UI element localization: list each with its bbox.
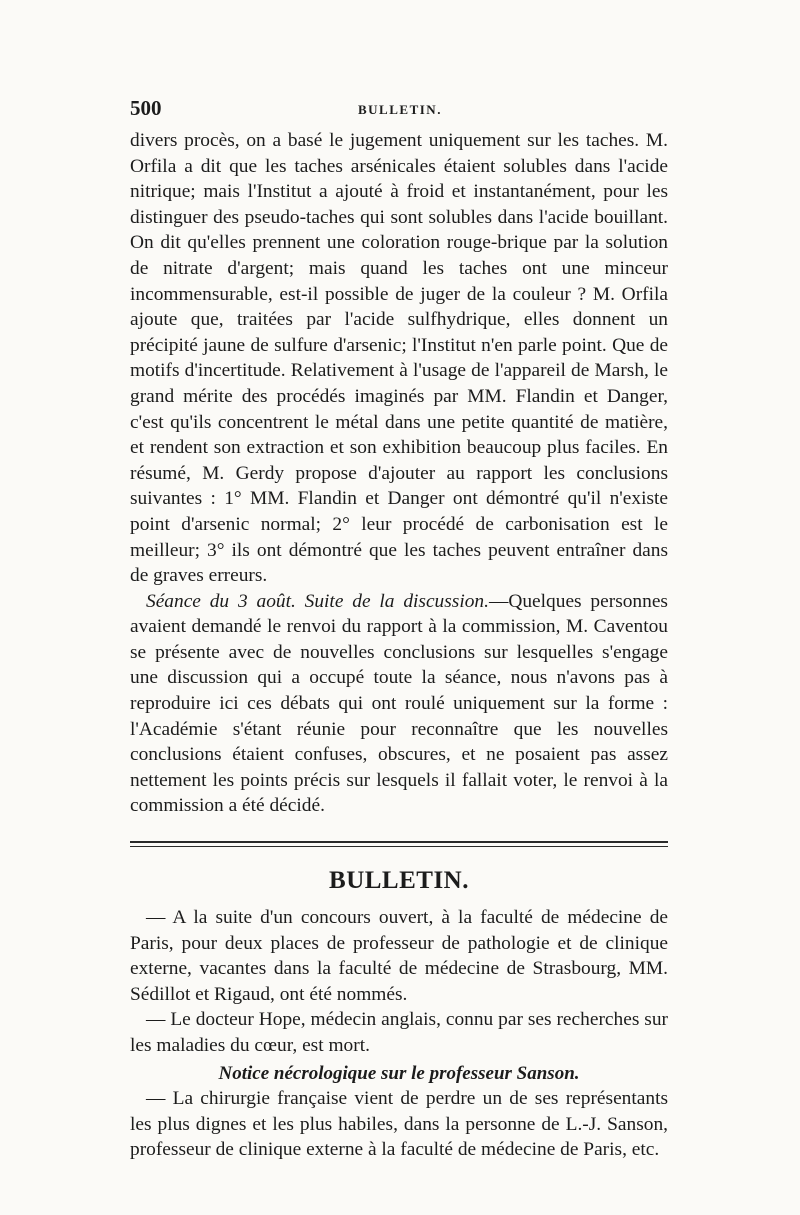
notice-paragraph: — La chirurgie française vient de perdre un de ses représentants les plus dignes et les plus habiles, dans la personne de L.-J. Sanson, professeur de clinique externe à la faculté de médecine de Paris, etc. <box>130 1088 668 1161</box>
session-text: —Quelques personnes avaient demandé le renvoi du rapport à la commission, M. Caventou se présente avec de nouvelles conclusions sur lesquelles s'engage une discussion qui a occupé toute la séance, nous n'avons pas à reproduire ici ces débats qui ont roulé uniquement sur la forme : l'Académie s'étant réunie pour reconnaître que les nouvelles conclusions étaient confuses, obscures, et ne posaient pas assez nettement les points précis sur lesquels il fallait voter, le renvoi à la commission a été décidé. <box>130 590 668 817</box>
session-heading: Séance du 3 août. Suite de la discussion. <box>146 590 489 612</box>
page-body <box>130 128 668 1163</box>
bulletin-item: — A la suite d'un concours ouvert, à la faculté de médecine de Paris, pour deux places de professeur de pathologie et de clinique externe, vacantes dans la faculté de médecine de Strasbourg, MM. Sédillot et Rigaud, ont été nommés. <box>130 907 668 1005</box>
page-number: 500 <box>130 96 162 120</box>
section-divider <box>130 841 668 851</box>
notice-title: Notice nécrologique sur le professeur Sanson. <box>218 1062 580 1084</box>
bulletin-heading: BULLETIN. <box>329 867 469 895</box>
session-paragraph <box>130 589 668 819</box>
running-title: BULLETIN. <box>358 102 442 117</box>
body-paragraph: divers procès, on a basé le jugement uniquement sur les taches. M. Orfila a dit que les taches arsénicales étaient solubles dans l'acide nitrique; mais l'Institut a ajouté à froid et instantanément, pour les distinguer des pseudo-taches qui sont solubles dans l'acide bouillant. On dit qu'elles prennent une coloration rouge-brique par la solution de nitrate d'argent; mais quand les taches ont une minceur incommensurable, est-il possible de juger de la couleur ? M. Orfila ajoute que, traitées par l'acide sulfhydrique, elles donnent un précipité jaune de sulfure d'arsenic; l'Institut n'en parle point. Que de motifs d'incertitude. Relativement à l'usage de l'appareil de Marsh, le grand mérite des procédés imaginés par MM. Flandin et Danger, c'est qu'ils concentrent le métal dans une petite quantité de matière, et rendent son extraction et son exhibition beaucoup plus faciles. En résumé, M. Gerdy propose d'ajouter au rapport les conclusions suivantes : 1° MM. Flandin et Danger ont démontré qu'il n'existe point d'arsenic normal; 2° leur procédé de carbonisation est le meilleur; 3° ils ont démontré que les taches peuvent entraîner dans de graves erreurs. <box>130 130 668 587</box>
bulletin-item: — Le docteur Hope, médecin anglais, connu par ses recherches sur les maladies du cœur, est mort. <box>130 1009 668 1056</box>
